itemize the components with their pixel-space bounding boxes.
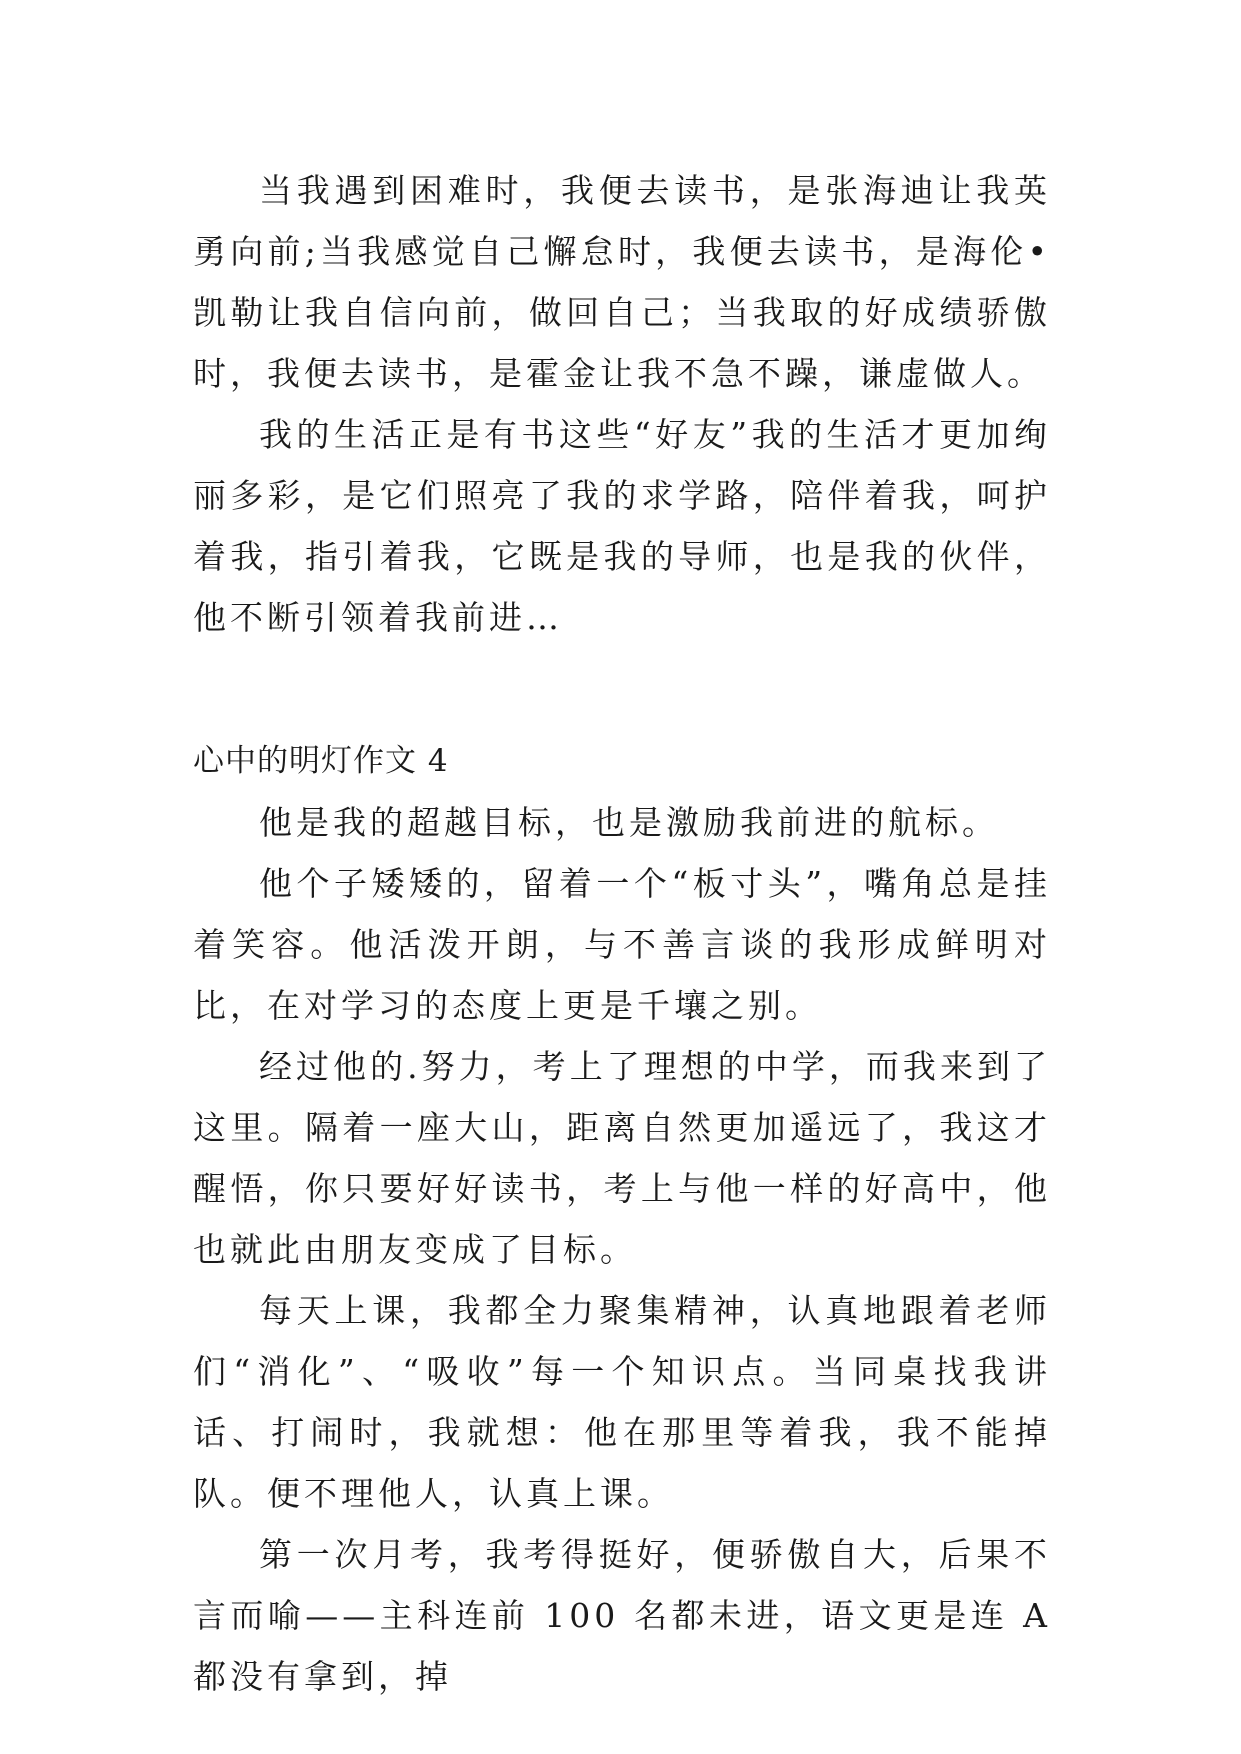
paragraph: 经过他的.努力，考上了理想的中学，而我来到了这里。隔着一座大山，距离自然更加遥远了，我这才醒悟，你只要好好读书，考上与他一样的好高中，他也就此由朋友变成了目标。: [193, 1047, 1051, 1269]
paragraph: 他个子矮矮的，留着一个“板寸头”，嘴角总是挂着笑容。他活泼开朗，与不善言谈的我形成鲜明对比，在对学习的态度上更是千壤之别。: [193, 864, 1051, 1025]
paragraph: 第一次月考，我考得挺好，便骄傲自大，后果不言而喻——主科连前 100 名都未进，语文更是连 A 都没有拿到，掉: [193, 1535, 1051, 1696]
paragraph: 当我遇到困难时，我便去读书，是张海迪让我英勇向前;当我感觉自己懈怠时，我便去读书，是海伦•凯勒让我自信向前，做回自己；当我取的好成绩骄傲时，我便去读书，是霍金让我不急不躁，谦虚做人。: [193, 171, 1051, 393]
paragraph: 我的生活正是有书这些“好友”我的生活才更加绚丽多彩，是它们照亮了我的求学路，陪伴着我，呵护着我，指引着我，它既是我的导师，也是我的伙伴，他不断引领着我前进…: [193, 415, 1051, 637]
paragraph: 每天上课，我都全力聚集精神，认真地跟着老师们“消化”、“吸收”每一个知识点。当同桌找我讲话、打闹时，我就想：他在那里等着我，我不能掉队。便不理他人，认真上课。: [193, 1291, 1051, 1513]
paragraph: 他是我的超越目标，也是激励我前进的航标。: [259, 803, 999, 842]
essay-title: 心中的明灯作文 4: [193, 743, 449, 779]
document-page: [193, 160, 1051, 1707]
